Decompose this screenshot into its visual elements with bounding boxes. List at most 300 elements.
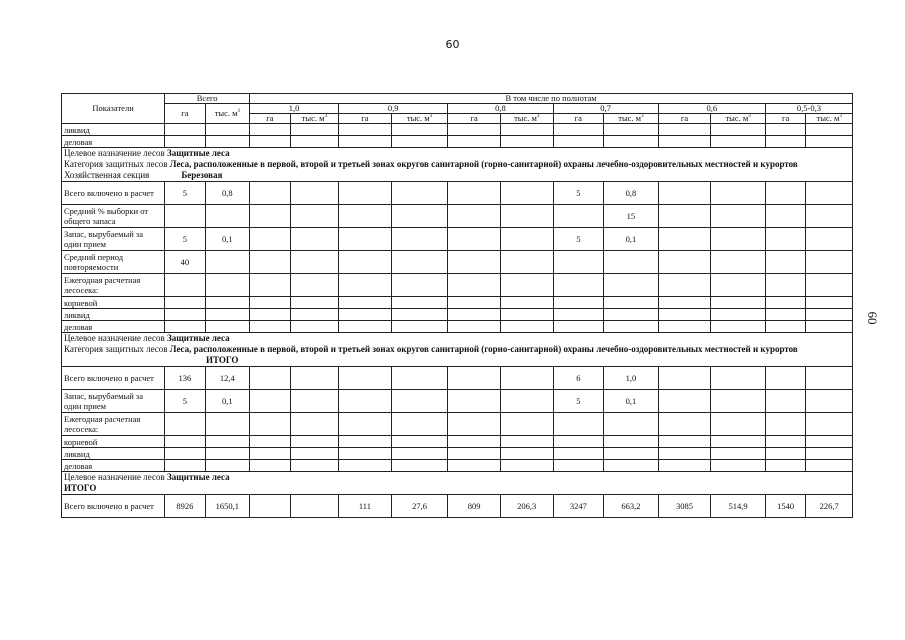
cell-value [806, 321, 853, 333]
cell-value: 0,8 [604, 182, 659, 205]
cell-value [711, 205, 766, 228]
cell-value [658, 436, 711, 448]
cell-value [806, 136, 853, 148]
cell-value [448, 228, 501, 251]
cell-value [205, 124, 250, 136]
cell-value [391, 182, 448, 205]
cell-value: 809 [448, 495, 501, 518]
cell-value [765, 321, 805, 333]
cell-value [448, 321, 501, 333]
cell-value: 0,1 [604, 390, 659, 413]
cell-value [448, 309, 501, 321]
cell-value: 0,1 [604, 228, 659, 251]
cell-value [339, 182, 392, 205]
cell-value [391, 436, 448, 448]
cell-value [806, 205, 853, 228]
header-unit-ha: га [553, 114, 604, 124]
cell-value [500, 251, 553, 274]
header-unit-m3: тыс. $м^3$ [604, 114, 659, 124]
cell-value [250, 136, 290, 148]
cell-value [290, 436, 339, 448]
cell-value [391, 205, 448, 228]
cell-value [711, 436, 766, 448]
cell-value [290, 495, 339, 518]
cell-value [290, 274, 339, 297]
cell-value: 15 [604, 205, 659, 228]
cell-value [711, 448, 766, 460]
cell-value [339, 251, 392, 274]
cell-value [765, 309, 805, 321]
cell-value [339, 309, 392, 321]
cell-value [205, 274, 250, 297]
cell-value [205, 136, 250, 148]
cell-value [604, 274, 659, 297]
cell-value [250, 367, 290, 390]
cell-value [339, 321, 392, 333]
cell-value [250, 495, 290, 518]
cell-value [391, 390, 448, 413]
cell-value [165, 124, 205, 136]
cell-value: 111 [339, 495, 392, 518]
cell-value [500, 309, 553, 321]
row-label: Всего включено в расчет [62, 495, 165, 518]
table-row [62, 309, 853, 321]
cell-value [391, 367, 448, 390]
cell-value [205, 309, 250, 321]
cell-value: 3085 [658, 495, 711, 518]
cell-value [250, 413, 290, 436]
cell-value [165, 413, 205, 436]
cell-value [765, 136, 805, 148]
page-number: 60 [445, 38, 460, 51]
cell-value [391, 321, 448, 333]
cell-value [290, 205, 339, 228]
cell-value: 206,3 [500, 495, 553, 518]
cell-value: 1540 [765, 495, 805, 518]
cell-value [711, 460, 766, 472]
table-row [62, 436, 853, 448]
cell-value [205, 436, 250, 448]
row-label: Средний период повторяемости [62, 251, 165, 274]
cell-value [500, 436, 553, 448]
cell-value [765, 413, 805, 436]
cell-value [711, 274, 766, 297]
cell-value [339, 448, 392, 460]
cell-value [290, 460, 339, 472]
cell-value [339, 205, 392, 228]
cell-value: 40 [165, 251, 205, 274]
header-unit-ha: га [448, 114, 501, 124]
cell-value [658, 297, 711, 309]
cell-value [553, 297, 604, 309]
cell-value [448, 390, 501, 413]
cell-value [391, 251, 448, 274]
cell-value [448, 436, 501, 448]
cell-value [205, 251, 250, 274]
cell-value [806, 309, 853, 321]
row-label: корневой [62, 436, 165, 448]
cell-value [604, 309, 659, 321]
cell-value [711, 251, 766, 274]
cell-value [711, 124, 766, 136]
cell-value [290, 321, 339, 333]
cell-value [711, 297, 766, 309]
cell-value [806, 460, 853, 472]
cell-value [250, 251, 290, 274]
cell-value [765, 228, 805, 251]
row-label: Всего включено в расчет [62, 182, 165, 205]
cell-value [290, 390, 339, 413]
header-total-ha: га [165, 104, 205, 124]
cell-value [806, 124, 853, 136]
cell-value [658, 182, 711, 205]
cell-value [500, 182, 553, 205]
cell-value [290, 251, 339, 274]
cell-value [290, 413, 339, 436]
section-header: Целевое назначение лесов Защитные леса ИТОГО [62, 472, 853, 495]
cell-value: 514,9 [711, 495, 766, 518]
cell-value [711, 136, 766, 148]
table-row [62, 136, 853, 148]
cell-value [339, 274, 392, 297]
cell-value [806, 390, 853, 413]
row-label: Средний % выборки от общего запаса [62, 205, 165, 228]
header-unit-ha: га [250, 114, 290, 124]
cell-value [765, 274, 805, 297]
cell-value [165, 321, 205, 333]
cell-value [658, 251, 711, 274]
header-unit-m3: тыс. $м^3$ [500, 114, 553, 124]
section-header: Целевое назначение лесов Защитные леса Категория защитных лесов Леса, расположенные в первой, второй и третьей зонах округов санитарной (горно-санитарной) охраны лечебно-оздоровительных местностей и курортов ИТОГО [62, 333, 853, 367]
cell-value [448, 251, 501, 274]
cell-value [448, 448, 501, 460]
cell-value: 3247 [553, 495, 604, 518]
cell-value [806, 274, 853, 297]
cell-value [165, 205, 205, 228]
cell-value [250, 436, 290, 448]
cell-value [290, 297, 339, 309]
cell-value [604, 124, 659, 136]
header-density: 0,6 [658, 104, 765, 114]
cell-value [448, 367, 501, 390]
cell-value: 1650,1 [205, 495, 250, 518]
cell-value [604, 413, 659, 436]
cell-value [165, 274, 205, 297]
row-label: ликвид [62, 448, 165, 460]
cell-value [553, 124, 604, 136]
cell-value [250, 460, 290, 472]
table-row [62, 448, 853, 460]
cell-value [290, 136, 339, 148]
header-total-m3: тыс. $м^3$ [205, 104, 250, 124]
table-row [62, 413, 853, 436]
cell-value [806, 297, 853, 309]
cell-value [711, 182, 766, 205]
cell-value: 663,2 [604, 495, 659, 518]
cell-value [765, 367, 805, 390]
side-page-number: 60 [865, 311, 880, 325]
table-row [62, 124, 853, 136]
cell-value [339, 413, 392, 436]
cell-value: 5 [553, 390, 604, 413]
cell-value [205, 321, 250, 333]
cell-value [711, 228, 766, 251]
cell-value [553, 274, 604, 297]
header-density: 0,5-0,3 [765, 104, 852, 114]
cell-value [658, 228, 711, 251]
cell-value [250, 390, 290, 413]
cell-value [339, 124, 392, 136]
cell-value: 136 [165, 367, 205, 390]
cell-value [250, 124, 290, 136]
cell-value [604, 297, 659, 309]
cell-value [553, 251, 604, 274]
cell-value [391, 124, 448, 136]
cell-value [604, 448, 659, 460]
cell-value [806, 251, 853, 274]
cell-value [806, 436, 853, 448]
cell-value [448, 182, 501, 205]
cell-value [290, 124, 339, 136]
cell-value [658, 274, 711, 297]
cell-value [658, 448, 711, 460]
cell-value [391, 448, 448, 460]
cell-value [553, 448, 604, 460]
cell-value [765, 390, 805, 413]
cell-value [500, 124, 553, 136]
cell-value [806, 413, 853, 436]
header-unit-ha: га [765, 114, 805, 124]
cell-value [604, 136, 659, 148]
cell-value [339, 390, 392, 413]
cell-value [165, 436, 205, 448]
cell-value [290, 182, 339, 205]
cell-value [500, 297, 553, 309]
cell-value [765, 124, 805, 136]
cell-value [711, 321, 766, 333]
cell-value: 5 [165, 390, 205, 413]
cell-value [658, 390, 711, 413]
cell-value [658, 205, 711, 228]
cell-value [711, 413, 766, 436]
cell-value [711, 390, 766, 413]
row-label: деловая [62, 321, 165, 333]
table-row [62, 460, 853, 472]
cell-value [806, 182, 853, 205]
cell-value [290, 228, 339, 251]
cell-value: 6 [553, 367, 604, 390]
cell-value [553, 460, 604, 472]
cell-value [339, 136, 392, 148]
row-label: Запас, вырубаемый за один прием [62, 390, 165, 413]
cell-value [500, 367, 553, 390]
cell-value [553, 321, 604, 333]
header-density: 0,7 [553, 104, 658, 114]
cell-value [339, 460, 392, 472]
cell-value [250, 274, 290, 297]
cell-value [500, 205, 553, 228]
cell-value [165, 297, 205, 309]
table-row [62, 205, 853, 228]
cell-value: 5 [553, 228, 604, 251]
cell-value [765, 182, 805, 205]
cell-value [250, 321, 290, 333]
cell-value [765, 460, 805, 472]
cell-value [448, 297, 501, 309]
cell-value [658, 460, 711, 472]
cell-value [391, 413, 448, 436]
cell-value [765, 205, 805, 228]
cell-value: 1,0 [604, 367, 659, 390]
header-unit-m3: тыс. $м^3$ [290, 114, 339, 124]
cell-value [250, 448, 290, 460]
cell-value [165, 460, 205, 472]
table-row [62, 495, 853, 518]
header-unit-m3: тыс. $м^3$ [711, 114, 766, 124]
cell-value [500, 390, 553, 413]
cell-value [711, 367, 766, 390]
cell-value [448, 136, 501, 148]
header-unit-m3: тыс. $м^3$ [391, 114, 448, 124]
header-density: 0,9 [339, 104, 448, 114]
header-unit-m3: тыс. $м^3$ [806, 114, 853, 124]
cell-value [250, 309, 290, 321]
cell-value [500, 448, 553, 460]
cell-value [765, 251, 805, 274]
cell-value [765, 448, 805, 460]
table-row [62, 182, 853, 205]
cell-value [658, 413, 711, 436]
cell-value [205, 448, 250, 460]
cell-value [391, 460, 448, 472]
cell-value [604, 321, 659, 333]
cell-value [448, 413, 501, 436]
cell-value [165, 448, 205, 460]
cell-value [500, 228, 553, 251]
cell-value [391, 136, 448, 148]
cell-value [500, 274, 553, 297]
row-label: деловая [62, 460, 165, 472]
cell-value [500, 136, 553, 148]
cell-value [806, 448, 853, 460]
cell-value [339, 436, 392, 448]
cell-value [658, 309, 711, 321]
row-label: Всего включено в расчет [62, 367, 165, 390]
cell-value [391, 309, 448, 321]
row-label: корневой [62, 297, 165, 309]
header-density: 1,0 [250, 104, 339, 114]
cell-value [205, 205, 250, 228]
cell-value [500, 460, 553, 472]
cell-value [205, 460, 250, 472]
header-indicators: Показатели [62, 94, 165, 124]
row-label: деловая [62, 136, 165, 148]
cell-value [806, 367, 853, 390]
cell-value [250, 182, 290, 205]
cell-value: 0,8 [205, 182, 250, 205]
cell-value: 0,1 [205, 390, 250, 413]
cell-value: 5 [553, 182, 604, 205]
row-label: Запас, вырубаемый за один прием [62, 228, 165, 251]
cell-value [553, 436, 604, 448]
cell-value [500, 321, 553, 333]
header-total: Всего [165, 94, 250, 104]
cell-value [765, 297, 805, 309]
cell-value: 8926 [165, 495, 205, 518]
cell-value [448, 274, 501, 297]
cell-value [448, 124, 501, 136]
cell-value: 12,4 [205, 367, 250, 390]
cell-value [391, 274, 448, 297]
table-row [62, 390, 853, 413]
cell-value [500, 413, 553, 436]
cell-value [290, 367, 339, 390]
cell-value [658, 124, 711, 136]
table-row [62, 367, 853, 390]
cell-value [250, 205, 290, 228]
cell-value [806, 228, 853, 251]
cell-value [339, 367, 392, 390]
cell-value [205, 413, 250, 436]
cell-value [391, 297, 448, 309]
cell-value [165, 309, 205, 321]
cell-value [765, 436, 805, 448]
cell-value: 226,7 [806, 495, 853, 518]
cell-value: 5 [165, 228, 205, 251]
cell-value [250, 297, 290, 309]
header-density: 0,8 [448, 104, 553, 114]
cell-value [553, 205, 604, 228]
cell-value [250, 228, 290, 251]
table-row [62, 274, 853, 297]
header-unit-ha: га [658, 114, 711, 124]
cell-value [290, 448, 339, 460]
header-unit-ha: га [339, 114, 392, 124]
cell-value [553, 136, 604, 148]
cell-value [205, 297, 250, 309]
cell-value [658, 136, 711, 148]
header-including: В том числе по полнотам [250, 94, 853, 104]
cell-value [658, 321, 711, 333]
row-label: Ежегодная расчетная лесосека: [62, 274, 165, 297]
row-label: Ежегодная расчетная лесосека: [62, 413, 165, 436]
cell-value [604, 460, 659, 472]
cell-value: 5 [165, 182, 205, 205]
cell-value [290, 309, 339, 321]
forest-harvest-table [61, 93, 853, 518]
cell-value: 27,6 [391, 495, 448, 518]
cell-value [339, 228, 392, 251]
cell-value [711, 309, 766, 321]
cell-value [553, 309, 604, 321]
table-row [62, 321, 853, 333]
row-label: ликвид [62, 124, 165, 136]
table-row [62, 228, 853, 251]
cell-value: 0,1 [205, 228, 250, 251]
row-label: ликвид [62, 309, 165, 321]
table-row [62, 251, 853, 274]
cell-value [604, 436, 659, 448]
cell-value [448, 460, 501, 472]
cell-value [604, 251, 659, 274]
table-row [62, 297, 853, 309]
cell-value [165, 136, 205, 148]
cell-value [339, 297, 392, 309]
cell-value [448, 205, 501, 228]
cell-value [391, 228, 448, 251]
cell-value [658, 367, 711, 390]
cell-value [553, 413, 604, 436]
